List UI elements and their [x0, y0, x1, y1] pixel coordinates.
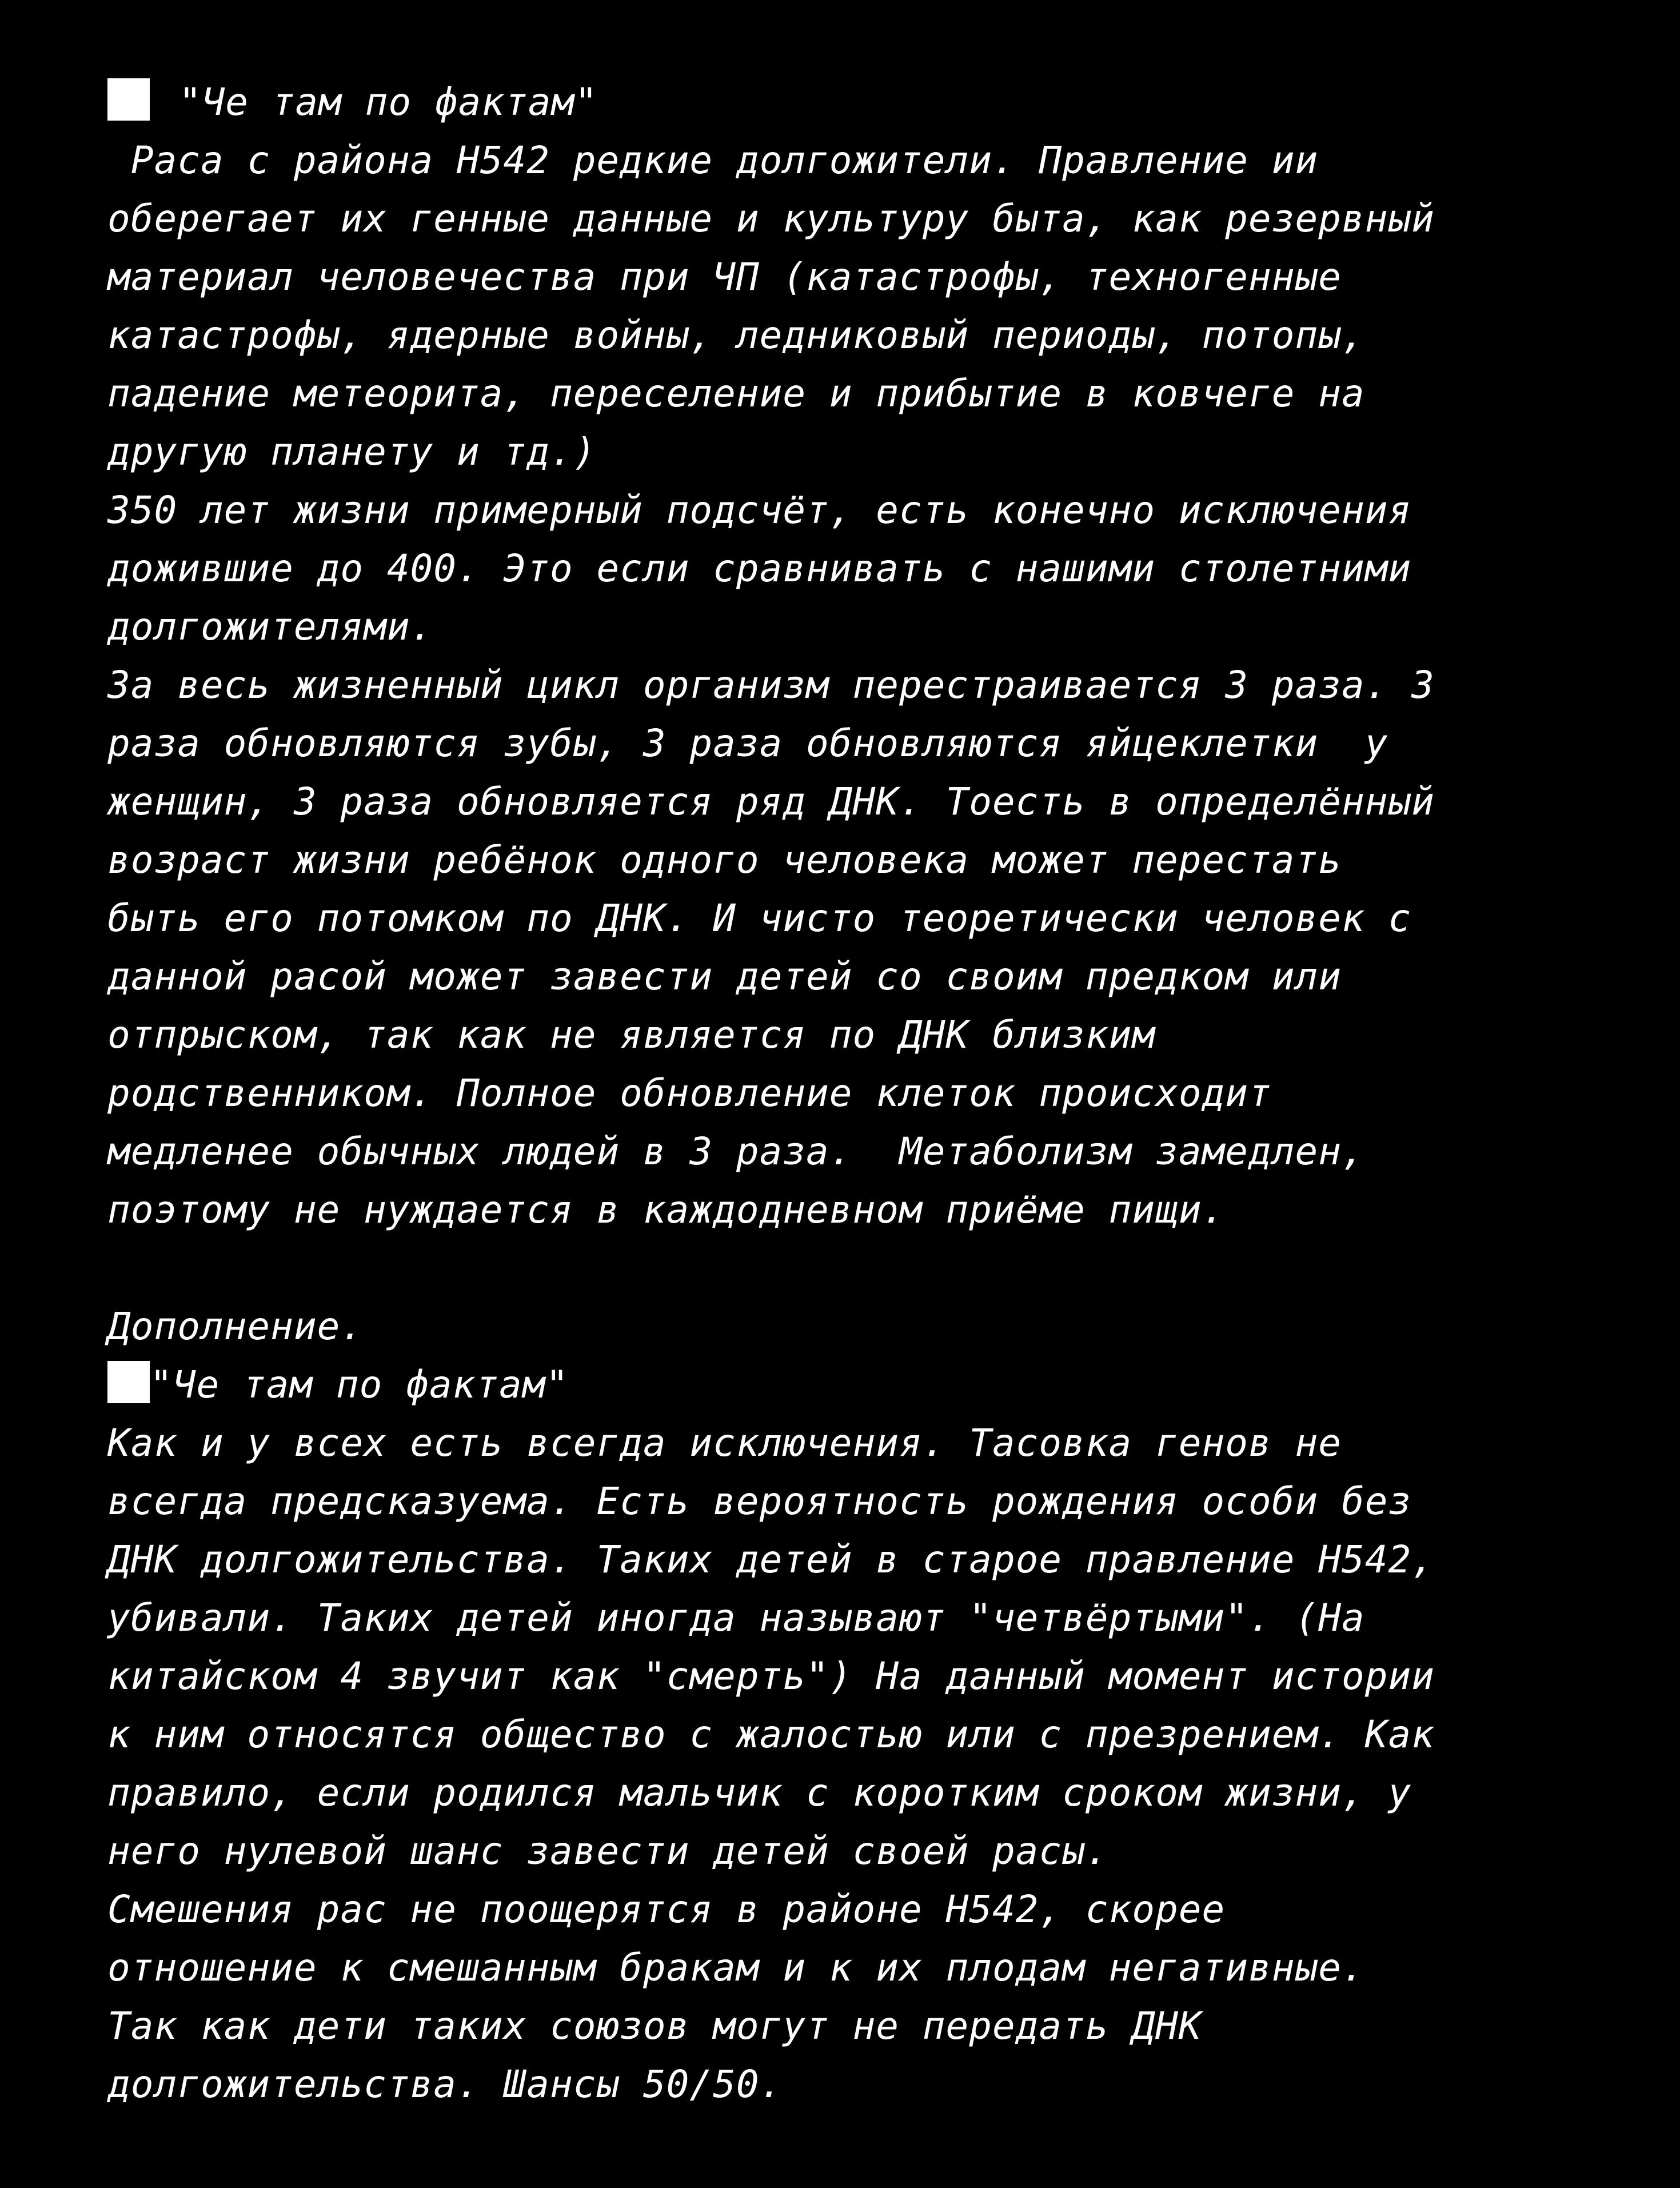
text-line: Смешения рас не поощерятся в районе Н542, скорее [107, 1887, 1226, 1931]
text-line: Так как дети таких союзов могут не передать ДНК [107, 2004, 1202, 2048]
text-line: материал человечества при ЧП (катастрофы, техногенные [107, 255, 1342, 299]
text-line: другую планету и тд.) [107, 430, 597, 474]
text-line: падение метеорита, переселение и прибытие в ковчеге на [107, 372, 1365, 416]
square-marker-icon [107, 1361, 150, 1403]
text-line: убивали. Таких детей иногда называют "четвёртыми". (На [107, 1596, 1365, 1640]
section2-title: "Че там по фактам" [150, 1363, 569, 1407]
text-line: родственником. Полное обновление клеток происходит [107, 1071, 1272, 1115]
text-line: отпрыском, так как не является по ДНК близким [107, 1013, 1156, 1057]
text-line: дожившие до 400. Это если сравнивать с нашими столетними [107, 546, 1412, 590]
text-line: долгожительства. Шансы 50/50. [107, 2062, 783, 2106]
text-line: долгожителями. [107, 605, 434, 649]
text-line: медленее обычных людей в 3 раза. Метаболизм замедлен, [107, 1129, 1365, 1173]
text-line: китайском 4 звучит как "смерть") На данный момент истории [107, 1654, 1435, 1698]
section2-heading: Дополнение. [107, 1304, 364, 1348]
text-line: него нулевой шанс завести детей своей расы. [107, 1829, 1109, 1873]
text-line: данной расой может завести детей со своим предком или [107, 955, 1342, 999]
text-line: правило, если родился мальчик с коротким сроком жизни, у [107, 1771, 1412, 1815]
text-line: к ним относятся общество с жалостью или с презрением. Как [107, 1712, 1435, 1756]
text-line: 350 лет жизни примерный подсчёт, есть конечно исключения [107, 488, 1412, 532]
section2-title-line [107, 1356, 569, 1414]
text-line: быть его потомком по ДНК. И чисто теоретически человек с [107, 896, 1412, 940]
text-line: оберегает их генные данные и культуру быта, как резервный [107, 197, 1435, 241]
text-line: поэтому не нуждается в каждодневном приёме пищи. [107, 1188, 1226, 1232]
text-line: ДНК долгожительства. Таких детей в старое правление Н542, [107, 1538, 1435, 1582]
section1-title-line [107, 73, 598, 131]
section1-title: "Че там по фактам" [178, 80, 598, 124]
square-marker-icon [107, 78, 150, 121]
text-line: всегда предсказуема. Есть вероятность рождения особи без [107, 1479, 1412, 1523]
text-line: раза обновляются зубы, 3 раза обновляются яйцеклетки у [107, 721, 1388, 765]
text-line: отношение к смешанным бракам и к их плодам негативные. [107, 1946, 1365, 1990]
text-line: Раса с района Н542 редкие долгожители. Правление ии [107, 138, 1319, 182]
text-line: возраст жизни ребёнок одного человека может перестать [107, 838, 1342, 882]
text-line: женщин, 3 раза обновляется ряд ДНК. Тоесть в определённый [107, 780, 1435, 824]
text-line: катастрофы, ядерные войны, ледниковый периоды, потопы, [107, 313, 1365, 357]
text-line: За весь жизненный цикл организм перестраивается 3 раза. 3 [107, 663, 1435, 707]
text-line: Как и у всех есть всегда исключения. Тасовка генов не [107, 1421, 1342, 1465]
